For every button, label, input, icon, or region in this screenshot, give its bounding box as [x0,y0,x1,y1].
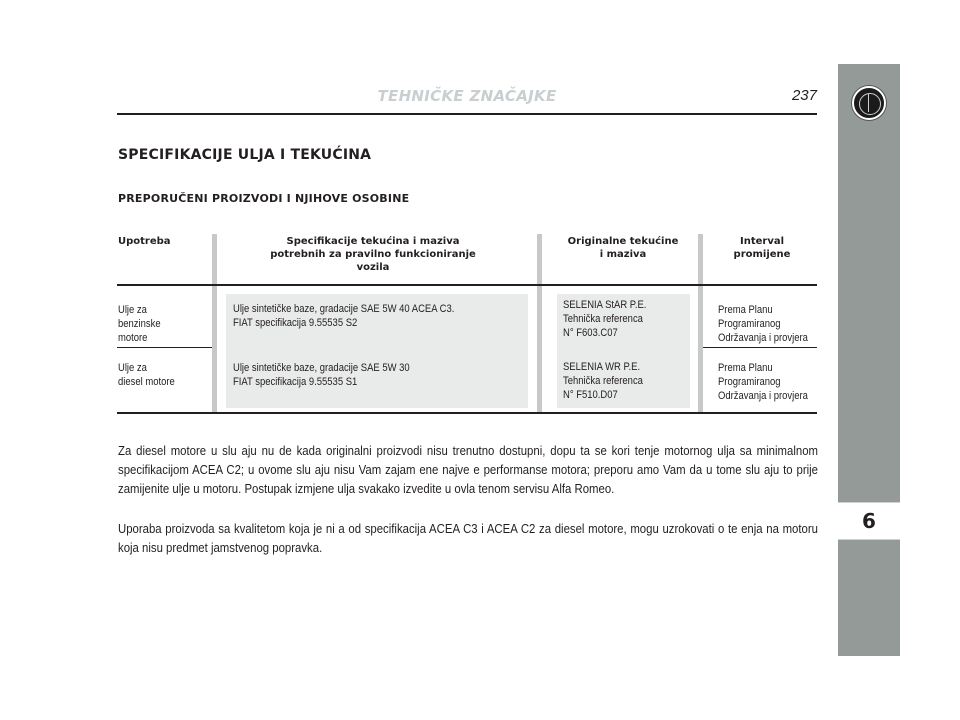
table-cell-original-fluid [563,360,643,402]
cell-line: Prema Planu [718,304,773,316]
cell-line: Održavanja i provjera [718,390,808,402]
header-line: potrebnih za pravilno funkcioniranje [270,249,476,260]
cell-line: motore [118,332,148,344]
header-line: Specifikacije tekućina i maziva [286,236,460,247]
header-line: Interval [739,236,785,247]
table-bottom-rule [117,412,817,414]
cell-line: Prema Planu [718,362,773,374]
cell-line: N° F603.C07 [563,327,618,339]
table-cell-usage [118,303,161,345]
table-cell-usage [118,361,175,389]
table-header-original-fluids [548,235,698,261]
header-line: vozila [356,262,390,273]
cell-line: Tehnička referenca [563,375,643,387]
cell-line: FIAT specifikacija 9.55535 S1 [233,376,358,388]
cell-line: Programiranog [718,318,781,330]
header-line: Upotreba [118,236,171,247]
table-header-usage [118,235,171,248]
cell-line: N° F510.D07 [563,389,618,401]
header-line: Originalne tekućine [567,236,679,247]
section-title: SPECIFIKACIJE ULJA I TEKUĆINA [118,147,372,163]
row-divider [703,347,817,348]
cell-line: Ulje sintetičke baze, gradacije SAE 5W 30 [233,362,410,374]
column-divider [537,234,542,414]
page-number: 237 [791,87,817,104]
table-header-specification [228,235,518,274]
cell-line: Ulje za [118,304,147,316]
body-paragraph: Za diesel motore u slu aju nu de kada originalni proizvodi nisu trenutno dostupni, dopu ta se kori tenje motornog ulja sa minimalnom specifikacijom ACEA C2; u ovome slu aju nisu Vam zajam ene najve e performanse motora; preporu amo Vam da u tome slu aju to prije zamijenite ulje u motoru. Postupak izmjene ulja svakako izvedite u ovla tenom servisu Alfa Romeo. [118,443,818,496]
cell-line: SELENIA StAR P.E. [563,299,647,311]
table-cell-specification [233,302,454,330]
cell-line: Ulje sintetičke baze, gradacije SAE 5W 40 ACEA C3. [233,303,455,315]
cell-line: Programiranog [718,376,781,388]
alfa-romeo-badge-icon [852,86,886,120]
table-cell-interval [718,303,808,345]
header-line: promijene [733,249,791,260]
running-header [117,85,817,115]
subsection-title: PREPORUČENI PROIZVODI I NJIHOVE OSOBINE [118,192,410,205]
cell-line: Održavanja i provjera [718,332,808,344]
table-cell-interval [718,361,808,403]
table-top-rule [117,284,817,286]
chapter-sidebar [838,64,900,656]
column-divider [698,234,703,414]
running-title: TEHNIČKE ZNAČAJKE [377,87,557,105]
cell-line: diesel motore [118,376,175,388]
table-cell-original-fluid [563,298,646,340]
chapter-number-tab[interactable]: 6 [838,502,900,540]
cell-line: FIAT specifikacija 9.55535 S2 [233,317,358,329]
cell-line: benzinske [118,318,161,330]
cell-line: Ulje za [118,362,147,374]
row-divider [117,347,212,348]
header-line: i maziva [599,249,647,260]
cell-line: SELENIA WR P.E. [563,361,641,373]
header-rule [117,113,817,115]
body-paragraph: Uporaba proizvoda sa kvalitetom koja je ni a od specifikacija ACEA C3 i ACEA C2 za diesel motore, mogu uzrokovati o te enja na motoru koja nisu predmet jamstvenog popravka. [118,521,818,555]
cell-line: Tehnička referenca [563,313,643,325]
column-divider [212,234,217,414]
table-cell-specification [233,361,410,389]
table-header-change-interval [712,235,812,261]
